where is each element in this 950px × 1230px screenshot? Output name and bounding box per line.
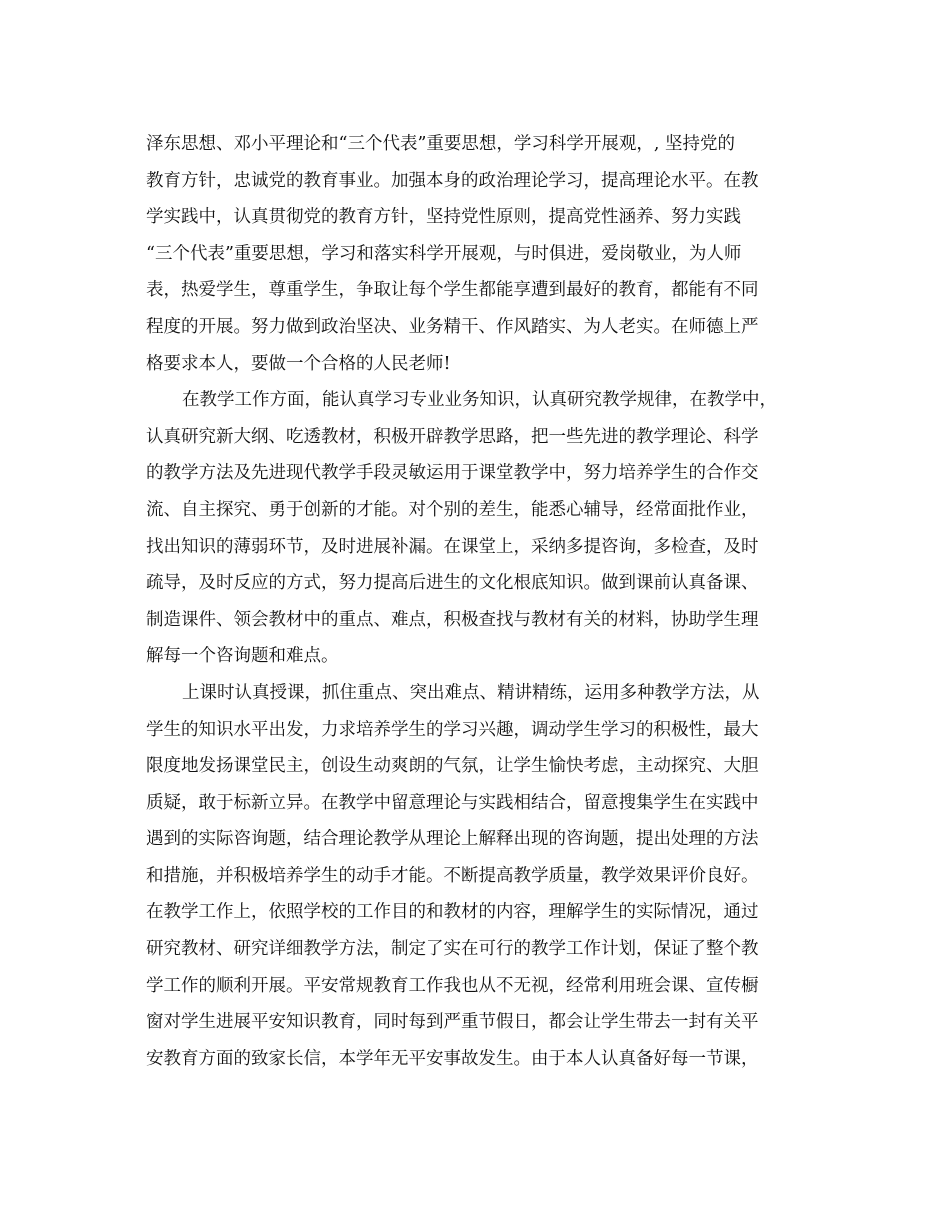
text-line: 质疑，敢于标新立异。在教学中留意理论与实践相结合，留意搜集学生在实践中	[146, 792, 759, 813]
text-line: 限度地发扬课堂民主，创设生动爽朗的气氛，让学生愉快考虑，主动探究、大胆	[146, 756, 759, 777]
body-text	[146, 126, 816, 1077]
text-line: 遇到的实际咨询题，结合理论教学从理论上解释出现的咨询题，提出处理的方法	[146, 829, 759, 850]
text-line: 疏导，及时反应的方式，努力提高后进生的文化根底知识。做到课前认真备课、	[146, 573, 759, 594]
text-line: 教育方针，忠诚党的教育事业。加强本身的政治理论学习，提高理论水平。在教	[146, 170, 759, 191]
text-line: 表，热爱学生，尊重学生，争取让每个学生都能享遭到最好的教育，都能有不同	[146, 280, 759, 301]
paragraph-start-line: 在教学工作方面，能认真学习专业业务知识，认真研究教学规律，在教学中，	[182, 390, 777, 411]
text-line: 的教学方法及先进现代教学手段灵敏运用于课堂教学中，努力培养学生的合作交	[146, 463, 759, 484]
text-line: 和措施，并积极培养学生的动手才能。不断提高教学质量，教学效果评价良好。	[146, 865, 759, 886]
text-line: 窗对学生进展平安知识教育，同时每到严重节假日，都会让学生带去一封有关平	[146, 1012, 759, 1033]
text-line: 学工作的顺利开展。平安常规教育工作我也从不无视，经常利用班会课、宣传橱	[146, 975, 759, 996]
text-line: 学生的知识水平出发，力求培养学生的学习兴趣，调动学生学习的积极性，最大	[146, 719, 759, 740]
text-line: 安教育方面的致家长信，本学年无平安事故发生。由于本人认真备好每一节课，	[146, 1048, 759, 1069]
text-line: 解每一个咨询题和难点。	[146, 646, 339, 667]
text-line: 认真研究新大纲、吃透教材，积极开辟教学思路，把一些先进的教学理论、科学	[146, 426, 759, 447]
text-line: 泽东思想、邓小平理论和“三个代表”重要思想，学习科学开展观，, 坚持党的	[146, 134, 736, 154]
text-line: 程度的开展。努力做到政治坚决、业务精干、作风踏实、为人老实。在师德上严	[146, 316, 759, 337]
text-line: 在教学工作上，依照学校的工作目的和教材的内容，理解学生的实际情况，通过	[146, 902, 759, 923]
text-line: 研究教材、研究详细教学方法，制定了实在可行的教学工作计划，保证了整个教	[146, 939, 759, 960]
text-line: 找出知识的薄弱环节，及时进展补漏。在课堂上，采纳多提咨询，多检查，及时	[146, 536, 759, 557]
text-line: 学实践中，认真贯彻党的教育方针，坚持党性原则，提高党性涵养、努力实践	[146, 207, 741, 228]
text-line: 格要求本人，要做一个合格的人民老师!	[146, 353, 451, 374]
text-line: 流、自主探究、勇于创新的才能。对个别的差生，能悉心辅导，经常面批作业，	[146, 499, 759, 520]
paragraph-start-line: 上课时认真授课，抓住重点、突出难点、精讲精练，运用多种教学方法，从	[182, 682, 760, 703]
text-line: “三个代表”重要思想，学习和落实科学开展观，与时俱进，爱岗敬业，为人师	[146, 243, 742, 264]
text-line: 制造课件、领会教材中的重点、难点，积极查找与教材有关的材料，协助学生理	[146, 609, 759, 630]
